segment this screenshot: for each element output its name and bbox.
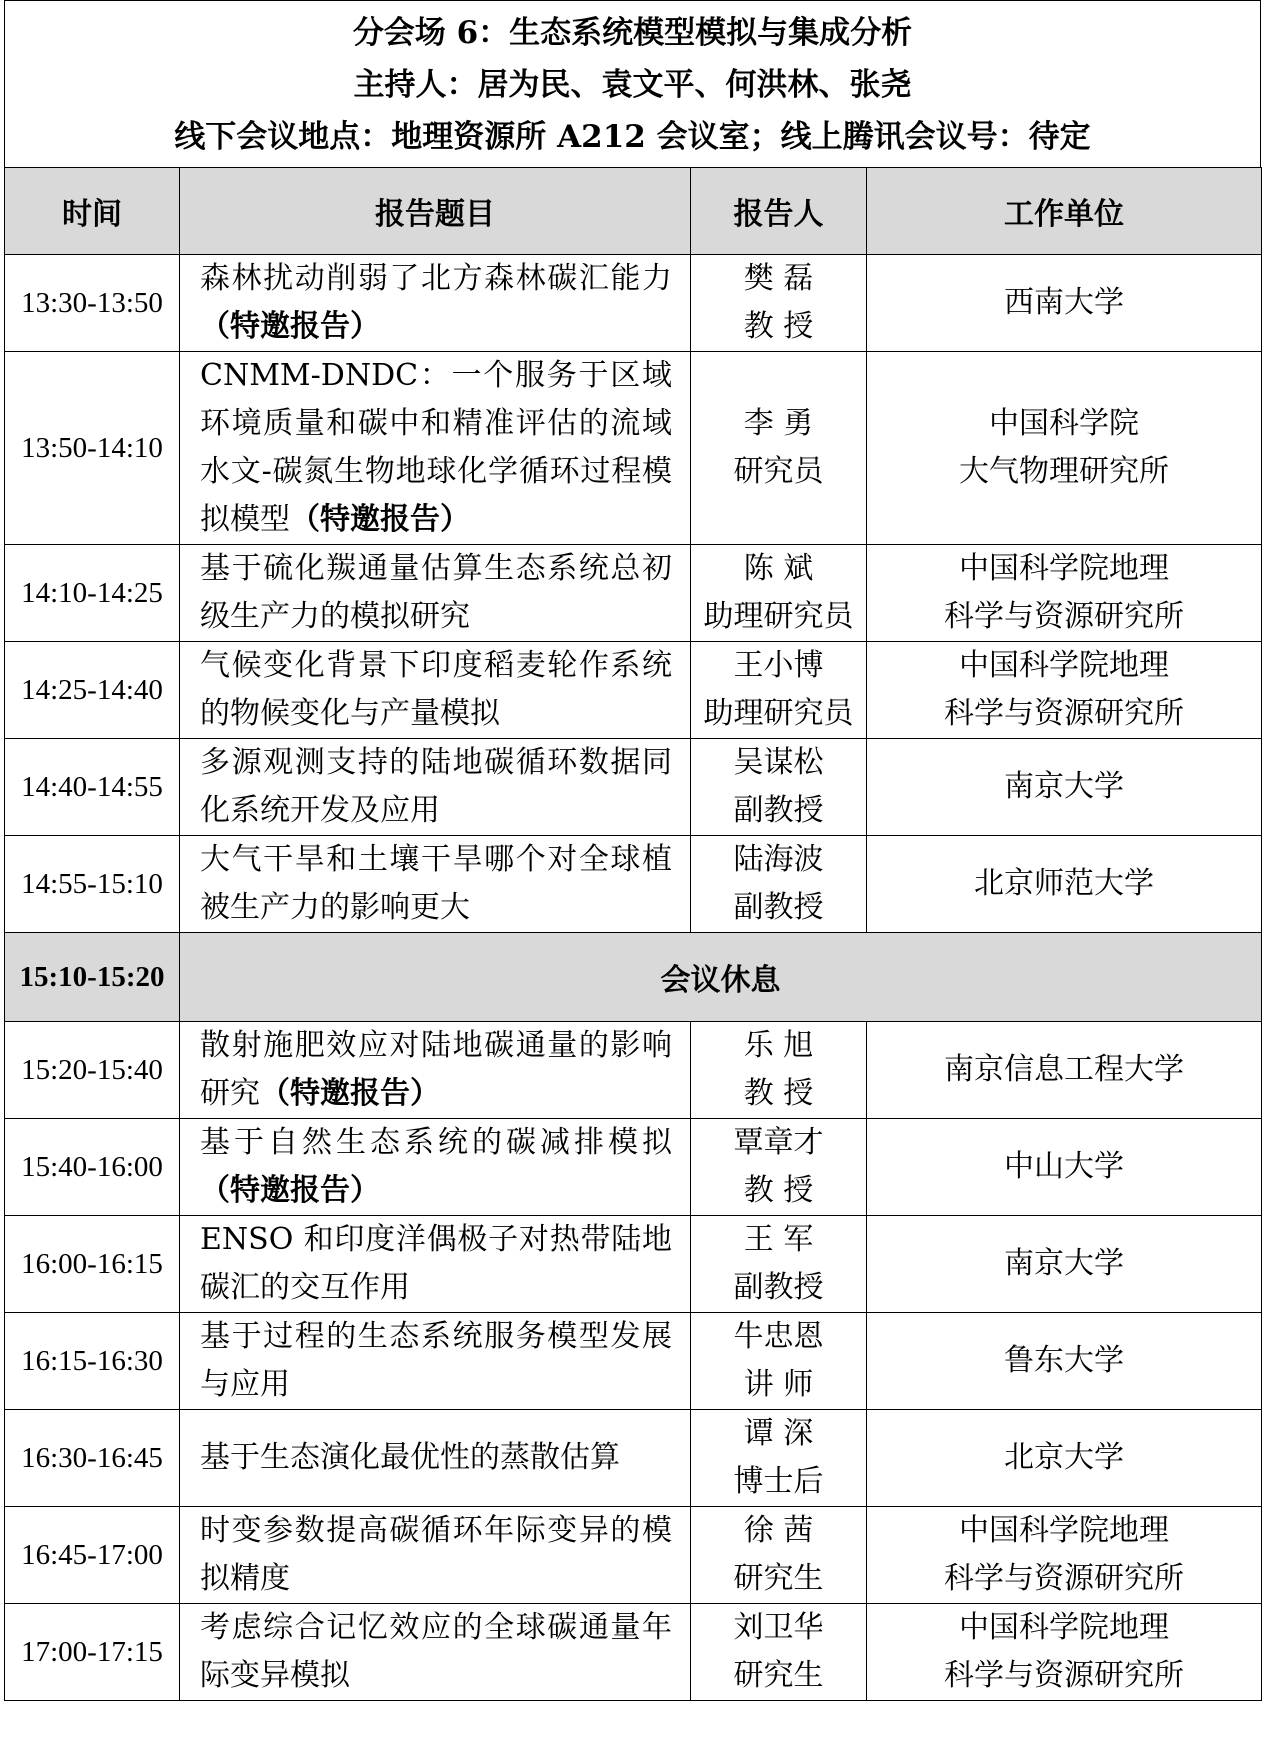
speaker-name: 陈 斌	[743, 551, 814, 586]
affiliation	[867, 352, 1262, 545]
table-row	[5, 642, 1262, 739]
schedule-body-1	[5, 255, 1262, 933]
speaker	[691, 1507, 867, 1604]
talk-title	[180, 642, 691, 739]
session-header	[4, 0, 1261, 167]
invited-talk-tag: （特邀报告）	[200, 1173, 380, 1208]
affiliation-line: 西南大学	[1004, 285, 1124, 320]
speaker-name: 牛忠恩	[733, 1319, 824, 1354]
table-row	[5, 1604, 1262, 1701]
talk-time: 13:30-13:50	[5, 255, 180, 352]
talk-title-text: 森林扰动削弱了北方森林碳汇能力	[200, 261, 672, 296]
break-label: 会议休息	[180, 933, 1262, 1022]
talk-time: 16:15-16:30	[5, 1313, 180, 1410]
speaker-name: 吴谋松	[733, 745, 824, 780]
speaker-role: 教 授	[743, 1076, 814, 1111]
talk-title	[180, 1119, 691, 1216]
affiliation-line: 鲁东大学	[1004, 1343, 1124, 1378]
speaker-role: 助理研究员	[703, 696, 854, 731]
schedule-sheet	[4, 0, 1261, 1701]
speaker-role: 博士后	[733, 1464, 824, 1499]
speaker-name: 陆海波	[733, 842, 824, 877]
affiliation-line: 中山大学	[1004, 1149, 1124, 1184]
talk-title	[180, 1216, 691, 1313]
affiliation-line: 中国科学院地理	[959, 648, 1169, 683]
talk-time: 13:50-14:10	[5, 352, 180, 545]
affiliation	[867, 255, 1262, 352]
affiliation-line: 科学与资源研究所	[944, 696, 1184, 731]
invited-talk-tag: （特邀报告）	[200, 309, 380, 344]
affiliation	[867, 1216, 1262, 1313]
speaker-role: 讲 师	[743, 1367, 814, 1402]
speaker	[691, 1313, 867, 1410]
talk-title	[180, 1507, 691, 1604]
speaker-role: 助理研究员	[703, 599, 854, 634]
affiliation-line: 南京大学	[1004, 1246, 1124, 1281]
speaker	[691, 352, 867, 545]
column-header-time: 时间	[5, 168, 180, 255]
talk-time: 14:40-14:55	[5, 739, 180, 836]
talk-title-text: 基于过程的生态系统服务模型发展与应用	[200, 1319, 672, 1402]
table-row	[5, 1507, 1262, 1604]
session-title: 分会场 6：生态系统模型模拟与集成分析	[352, 15, 913, 51]
break-row	[5, 933, 1262, 1022]
table-row	[5, 352, 1262, 545]
talk-title	[180, 255, 691, 352]
table-row	[5, 1119, 1262, 1216]
speaker-name: 李 勇	[743, 406, 814, 441]
table-row	[5, 255, 1262, 352]
table-row	[5, 739, 1262, 836]
affiliation-line: 科学与资源研究所	[944, 1561, 1184, 1596]
column-header-title: 报告题目	[180, 168, 691, 255]
table-row	[5, 1410, 1262, 1507]
speaker-name: 覃章才	[733, 1125, 824, 1160]
talk-title-text: 散射施肥效应对陆地碳通量的影响研究	[200, 1028, 672, 1111]
talk-time: 14:25-14:40	[5, 642, 180, 739]
affiliation	[867, 1313, 1262, 1410]
speaker	[691, 642, 867, 739]
affiliation	[867, 1022, 1262, 1119]
affiliation-line: 科学与资源研究所	[944, 599, 1184, 634]
affiliation	[867, 1410, 1262, 1507]
table-row	[5, 545, 1262, 642]
talk-time: 15:20-15:40	[5, 1022, 180, 1119]
talk-title	[180, 545, 691, 642]
session-venue: 线下会议地点：地理资源所 A212 会议室；线上腾讯会议号：待定	[174, 119, 1091, 155]
affiliation-line: 北京大学	[1004, 1440, 1124, 1475]
talk-title-text: 基于生态演化最优性的蒸散估算	[200, 1440, 620, 1475]
speaker-role: 研究员	[733, 454, 824, 489]
talk-time: 16:00-16:15	[5, 1216, 180, 1313]
schedule-table	[4, 167, 1262, 1701]
affiliation-line: 中国科学院地理	[959, 1610, 1169, 1645]
talk-title	[180, 352, 691, 545]
speaker-name: 樊 磊	[743, 261, 814, 296]
table-row	[5, 836, 1262, 933]
speaker	[691, 1119, 867, 1216]
talk-time: 16:30-16:45	[5, 1410, 180, 1507]
affiliation-line: 南京信息工程大学	[944, 1052, 1184, 1087]
affiliation-line: 大气物理研究所	[959, 454, 1169, 489]
column-header-row	[5, 168, 1262, 255]
affiliation-line: 北京师范大学	[974, 866, 1154, 901]
schedule-body-2	[5, 1022, 1262, 1701]
speaker	[691, 1410, 867, 1507]
talk-title-text: ENSO 和印度洋偶极子对热带陆地碳汇的交互作用	[200, 1222, 672, 1305]
column-header-affiliation: 工作单位	[867, 168, 1262, 255]
talk-title-text: 考虑综合记忆效应的全球碳通量年际变异模拟	[200, 1610, 672, 1693]
talk-time: 14:55-15:10	[5, 836, 180, 933]
table-row	[5, 1216, 1262, 1313]
speaker	[691, 1216, 867, 1313]
talk-time: 17:00-17:15	[5, 1604, 180, 1701]
talk-title-text: 气候变化背景下印度稻麦轮作系统的物候变化与产量模拟	[200, 648, 672, 731]
affiliation-line: 中国科学院地理	[959, 551, 1169, 586]
speaker-role: 副教授	[733, 793, 824, 828]
affiliation-line: 科学与资源研究所	[944, 1658, 1184, 1693]
column-header-speaker: 报告人	[691, 168, 867, 255]
talk-title	[180, 1022, 691, 1119]
talk-title-text: 基于硫化羰通量估算生态系统总初级生产力的模拟研究	[200, 551, 672, 634]
speaker-role: 教 授	[743, 309, 814, 344]
talk-time: 14:10-14:25	[5, 545, 180, 642]
affiliation-line: 中国科学院地理	[959, 1513, 1169, 1548]
speaker	[691, 739, 867, 836]
speaker	[691, 545, 867, 642]
affiliation	[867, 836, 1262, 933]
affiliation	[867, 739, 1262, 836]
talk-title-text: CNMM-DNDC：一个服务于区域环境质量和碳中和精准评估的流域水文-碳氮生物地球化学循环过程模拟模型	[200, 358, 672, 537]
talk-title-text: 多源观测支持的陆地碳循环数据同化系统开发及应用	[200, 745, 672, 828]
speaker-role: 研究生	[733, 1561, 824, 1596]
speaker-name: 谭 深	[743, 1416, 814, 1451]
talk-title	[180, 1604, 691, 1701]
affiliation-line: 南京大学	[1004, 769, 1124, 804]
talk-title	[180, 1410, 691, 1507]
talk-title	[180, 739, 691, 836]
session-hosts: 主持人：居为民、袁文平、何洪林、张尧	[353, 67, 912, 103]
speaker	[691, 1022, 867, 1119]
affiliation	[867, 1604, 1262, 1701]
invited-talk-tag: （特邀报告）	[260, 1076, 440, 1111]
talk-time: 16:45-17:00	[5, 1507, 180, 1604]
invited-talk-tag: （特邀报告）	[290, 502, 470, 537]
affiliation-line: 中国科学院	[989, 406, 1139, 441]
speaker-name: 徐 茜	[743, 1513, 814, 1548]
break-section	[5, 933, 1262, 1022]
talk-title	[180, 836, 691, 933]
speaker-name: 刘卫华	[733, 1610, 824, 1645]
affiliation	[867, 642, 1262, 739]
talk-title-text: 大气干旱和土壤干旱哪个对全球植被生产力的影响更大	[200, 842, 672, 925]
talk-title	[180, 1313, 691, 1410]
speaker-name: 王小博	[733, 648, 824, 683]
speaker-name: 乐 旭	[743, 1028, 814, 1063]
table-row	[5, 1022, 1262, 1119]
affiliation	[867, 1119, 1262, 1216]
speaker-role: 副教授	[733, 890, 824, 925]
speaker-role: 研究生	[733, 1658, 824, 1693]
speaker	[691, 1604, 867, 1701]
talk-title-text: 基于自然生态系统的碳减排模拟	[200, 1125, 672, 1160]
speaker-role: 教 授	[743, 1173, 814, 1208]
break-time: 15:10-15:20	[5, 933, 180, 1022]
affiliation	[867, 1507, 1262, 1604]
table-row	[5, 1313, 1262, 1410]
speaker-role: 副教授	[733, 1270, 824, 1305]
speaker	[691, 836, 867, 933]
speaker	[691, 255, 867, 352]
talk-time: 15:40-16:00	[5, 1119, 180, 1216]
speaker-name: 王 军	[743, 1222, 814, 1257]
talk-title-text: 时变参数提高碳循环年际变异的模拟精度	[200, 1513, 672, 1596]
affiliation	[867, 545, 1262, 642]
